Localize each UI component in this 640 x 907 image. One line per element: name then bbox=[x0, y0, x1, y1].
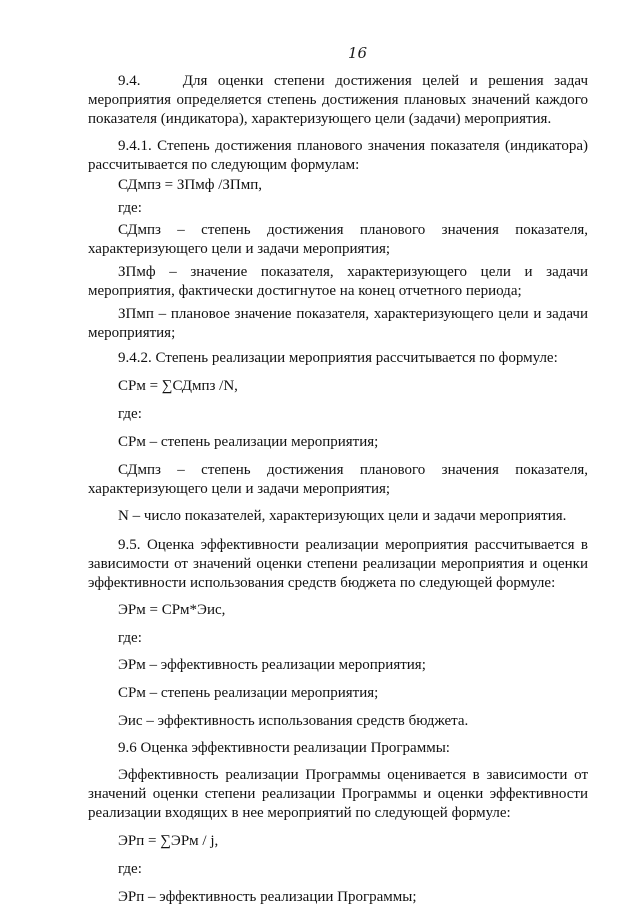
definition-sdmpz: СДмпз – степень достижения планового значения показателя, характеризующего цели и задачи мероприятия; bbox=[88, 222, 588, 257]
paragraph-9-6: 9.6 Оценка эффективности реализации Программы: bbox=[118, 740, 450, 756]
formula-erp: ЭРп = ∑ЭРм / j, bbox=[118, 833, 219, 849]
where-label: где: bbox=[118, 861, 142, 877]
paragraph-9-4-2: 9.4.2. Степень реализации мероприятия рассчитывается по формуле: bbox=[118, 350, 558, 366]
paragraph-9-4: 9.4. Для оценки степени достижения целей и решения задач мероприятия определяется степень достижения плановых значений каждого показателя (индикатора), характеризующего цели (задачи) мероприятия. bbox=[88, 73, 588, 127]
where-label: где: bbox=[118, 630, 142, 646]
definition-zpmf: ЗПмф – значение показателя, характеризующего цели и задачи мероприятия, фактически достигнутое на конец отчетного периода; bbox=[88, 264, 588, 299]
formula-erm: ЭРм = СРм*Эис, bbox=[118, 602, 226, 618]
paragraph-program-efficiency: Эффективность реализации Программы оценивается в зависимости от значений оценки степени реализации Программы и оценки эффективности реализации входящих в нее мероприятий по следующей формуле: bbox=[88, 767, 588, 821]
where-label: где: bbox=[118, 406, 142, 422]
definition-srm: СРм – степень реализации мероприятия; bbox=[118, 434, 379, 450]
document-body bbox=[88, 72, 588, 907]
definition-erp: ЭРп – эффективность реализации Программы; bbox=[118, 889, 417, 905]
paragraph-9-4-1: 9.4.1. Степень достижения планового значения показателя (индикатора) рассчитывается по следующим формулам: bbox=[88, 138, 588, 173]
formula-srm: СРм = ∑СДмпз /N, bbox=[118, 378, 238, 394]
page-number: 16 bbox=[348, 44, 368, 62]
definition-srm-2: СРм – степень реализации мероприятия; bbox=[118, 685, 379, 701]
definition-eis: Эис – эффективность использования средств бюджета. bbox=[118, 713, 469, 729]
definition-sdmpz-2: СДмпз – степень достижения планового значения показателя, характеризующего цели и задачи мероприятия; bbox=[88, 462, 588, 497]
where-label: где: bbox=[118, 200, 142, 216]
definition-zpmp: ЗПмп – плановое значение показателя, характеризующего цели и задачи мероприятия; bbox=[88, 306, 588, 341]
paragraph-9-5: 9.5. Оценка эффективности реализации мероприятия рассчитывается в зависимости от значений оценки степени реализации мероприятия и оценки эффективности использования средств бюджета по следующей формуле: bbox=[88, 537, 588, 591]
definition-erm: ЭРм – эффективность реализации мероприятия; bbox=[118, 657, 426, 673]
definition-n: N – число показателей, характеризующих цели и задачи мероприятия. bbox=[118, 508, 567, 524]
formula-sdmpz: СДмпз = ЗПмф /ЗПмп, bbox=[118, 177, 262, 193]
